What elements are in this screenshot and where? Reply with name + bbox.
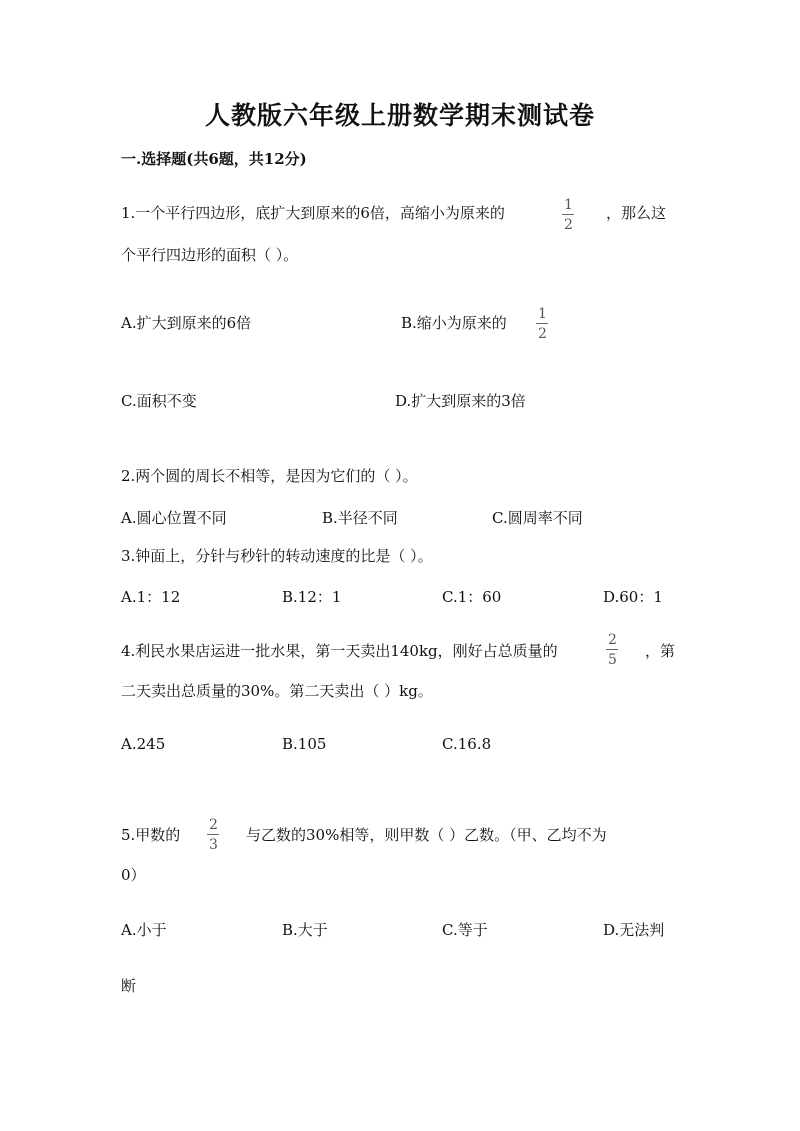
q1b-fraction-denominator: 2 [538, 326, 547, 342]
q5-option-d: D.无法判 [603, 921, 665, 939]
section-heading: 一.选择题(共6题，共12分) [121, 150, 307, 168]
q4-text-line1: 4.利民水果店运进一批水果，第一天卖出140kg，刚好占总质量的 [121, 642, 558, 660]
q3-option-a: A.1：12 [121, 588, 181, 606]
q4-fraction [606, 633, 619, 667]
q5-fraction [207, 818, 220, 852]
q4-option-c: C.16.8 [442, 735, 492, 753]
q4-option-a: A.245 [121, 735, 166, 753]
q4-text-line1-end: ，第 [645, 642, 676, 660]
q5-text-line2: 0） [121, 866, 146, 884]
q1-option-b: B.缩小为原来的 [401, 314, 507, 332]
q4-fraction-denominator: 5 [608, 652, 617, 668]
q1b-fraction-numerator: 1 [538, 306, 547, 322]
q5-option-d-continued: 断 [121, 977, 137, 995]
q1-option-c: C.面积不变 [121, 392, 197, 410]
q2-option-b: B.半径不同 [322, 509, 398, 527]
q1-text-line1-end: ，那么这 [606, 204, 667, 222]
page-title: 人教版六年级上册数学期末测试卷 [204, 101, 595, 130]
q4-text-line2: 二天卖出总质量的30%。第二天卖出（ ）kg。 [121, 682, 433, 700]
q3-text: 3.钟面上，分针与秒针的转动速度的比是（ ）。 [121, 547, 433, 565]
q4-fraction-numerator: 2 [608, 632, 617, 648]
q5-option-b: B.大于 [282, 921, 328, 939]
q5-text-line1: 5.甲数的 [121, 826, 181, 844]
q1-option-b-fraction [536, 307, 549, 341]
q2-text: 2.两个圆的周长不相等，是因为它们的（ ）。 [121, 467, 418, 485]
q1-option-a: A.扩大到原来的6倍 [121, 314, 252, 332]
q2-option-c: C.圆周率不同 [492, 509, 583, 527]
q1-text-line1: 1.一个平行四边形，底扩大到原来的6倍，高缩小为原来的 [121, 204, 505, 222]
q5-option-a: A.小于 [121, 921, 167, 939]
q4-option-b: B.105 [282, 735, 327, 753]
q3-option-b: B.12：1 [282, 588, 342, 606]
q1-fraction [562, 198, 575, 232]
q5-text-line1-end: 与乙数的30%相等，则甲数（ ）乙数。（甲、乙均不为 [246, 826, 607, 844]
q1-text-line2: 个平行四边形的面积（ ）。 [121, 246, 299, 264]
q1-fraction-numerator: 1 [564, 197, 573, 213]
q5-fraction-numerator: 2 [209, 817, 218, 833]
q2-option-a: A.圆心位置不同 [121, 509, 227, 527]
q3-option-d: D.60：1 [603, 588, 663, 606]
q1-option-d: D.扩大到原来的3倍 [395, 392, 526, 410]
q3-option-c: C.1：60 [442, 588, 502, 606]
q1-fraction-denominator: 2 [564, 217, 573, 233]
q5-option-c: C.等于 [442, 921, 488, 939]
q5-fraction-denominator: 3 [209, 837, 218, 853]
